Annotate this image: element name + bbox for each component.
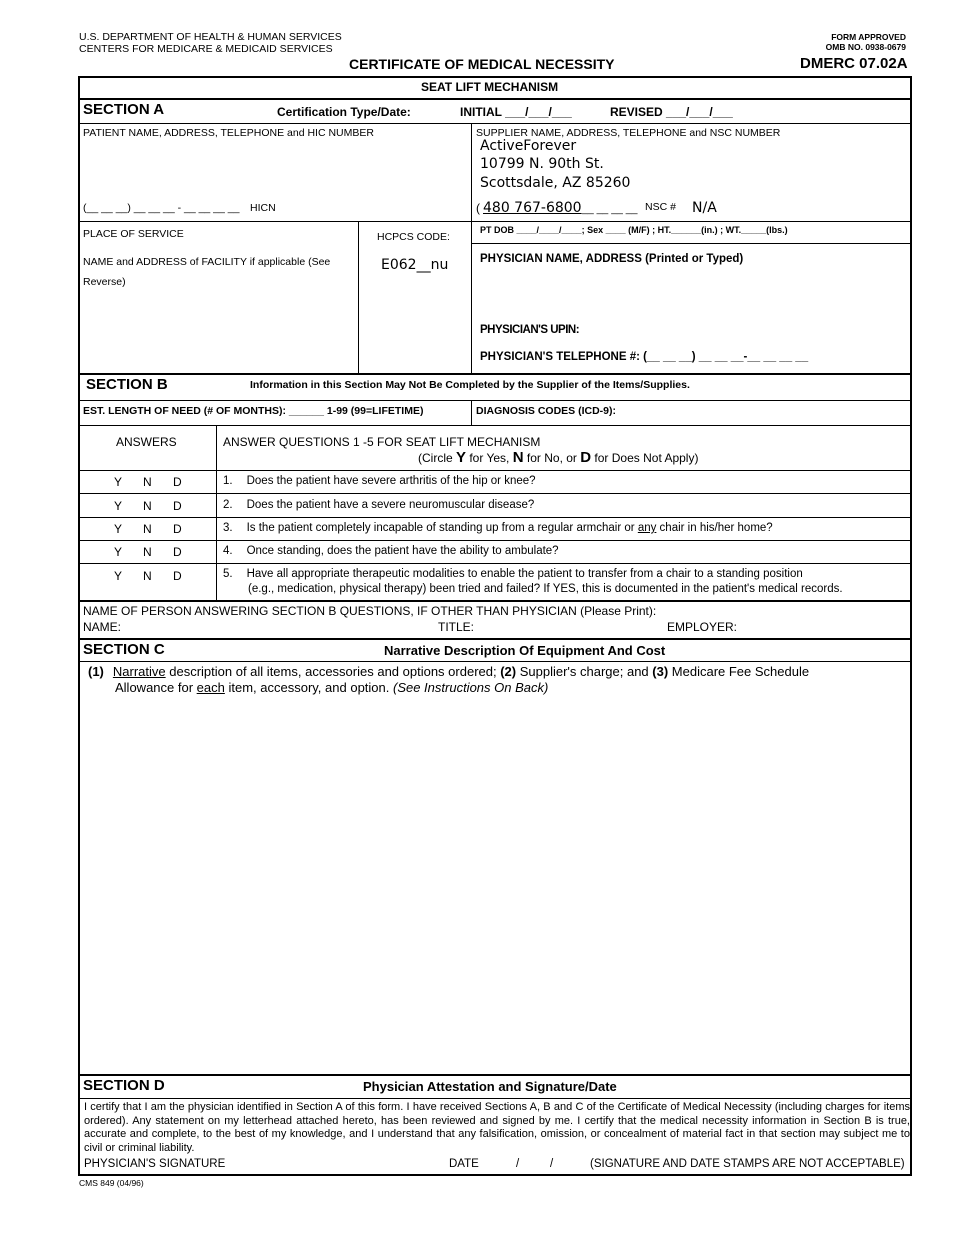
questions-header: ANSWER QUESTIONS 1 -5 FOR SEAT LIFT MECHANISM: [223, 435, 541, 449]
hcpcs-value[interactable]: E062__nu: [381, 257, 449, 273]
employer-field[interactable]: EMPLOYER:: [667, 620, 738, 634]
agency-header: [79, 31, 342, 55]
physician-phone-label[interactable]: PHYSICIAN'S TELEPHONE #: (__ __ __) __ __ __-__ __ __ __: [480, 351, 809, 363]
place-of-service-label: PLACE OF SERVICE: [83, 228, 184, 240]
section-a-label: SECTION A: [83, 101, 165, 118]
facility-label: NAME and ADDRESS of FACILITY if applicable (See Reverse): [83, 256, 331, 288]
revised-date-field[interactable]: REVISED ___/___/___: [610, 105, 733, 119]
question-4: 4. Once standing, does the patient have the ability to ambulate?: [223, 545, 559, 557]
section-b-notice: Information in this Section May Not Be Completed by the Supplier of the Items/Supplies.: [250, 379, 690, 391]
patient-phone-field[interactable]: (__ __ __) __ __ __ - __ __ __ __: [83, 202, 240, 214]
stamp-note: (SIGNATURE AND DATE STAMPS ARE NOT ACCEPTABLE): [590, 1158, 905, 1170]
page-title: CERTIFICATE OF MEDICAL NECESSITY: [349, 56, 615, 72]
hcpcs-label: HCPCS CODE:: [377, 231, 450, 243]
name-field[interactable]: NAME:: [83, 620, 122, 634]
supplier-name[interactable]: ActiveForever: [480, 138, 577, 154]
patient-info-label: PATIENT NAME, ADDRESS, TELEPHONE and HIC NUMBER: [83, 127, 374, 139]
form-number: DMERC 07.02A: [800, 55, 908, 72]
question-5: 5. Have all appropriate therapeutic modalities to enable the patient to transfer from a chair to a standing position: [223, 568, 803, 580]
section-c-instructions-line2: Allowance for each item, accessory, and option. (See Instructions On Back): [115, 680, 549, 695]
form-subtitle: SEAT LIFT MECHANISM: [421, 80, 559, 94]
section-d-label: SECTION D: [83, 1077, 165, 1094]
question-5-line2: (e.g., medication, physical therapy) been tried and failed? If YES, this is documented in the patient's medical records.: [248, 583, 843, 595]
hicn-label: HICN: [250, 202, 276, 214]
circle-instructions: (Circle Y for Yes, N for No, or D for Does Not Apply): [418, 449, 699, 466]
answer-choices-q3[interactable]: Y N D: [114, 522, 182, 536]
agency-line-2: CENTERS FOR MEDICARE & MEDICAID SERVICES: [79, 43, 333, 55]
question-2: 2. Does the patient have a severe neuromuscular disease?: [223, 499, 535, 511]
supplier-address-line1[interactable]: 10799 N. 90th St.: [480, 156, 604, 172]
signature-date-field[interactable]: DATE: [449, 1158, 479, 1170]
supplier-phone-blank: __ __ __ __: [582, 203, 638, 215]
answers-header: ANSWERS: [116, 435, 177, 449]
supplier-phone[interactable]: 480 767-6800: [483, 200, 582, 216]
physician-upin-label: PHYSICIAN'S UPIN:: [480, 324, 580, 336]
answer-choices-q5[interactable]: Y N D: [114, 569, 182, 583]
date-slash-1: /: [516, 1158, 520, 1170]
question-1: 1. Does the patient have severe arthritis of the hip or knee?: [223, 475, 536, 487]
answer-choices-q2[interactable]: Y N D: [114, 499, 182, 513]
form-approved: FORM APPROVED: [831, 32, 906, 42]
agency-line-1: U.S. DEPARTMENT OF HEALTH & HUMAN SERVICES: [79, 31, 342, 43]
form-code: CMS 849 (04/96): [79, 1178, 144, 1188]
diagnosis-codes-label[interactable]: DIAGNOSIS CODES (ICD-9):: [476, 405, 617, 417]
narrative-description-area[interactable]: [84, 700, 906, 1072]
answer-choices-q1[interactable]: Y N D: [114, 475, 182, 489]
physician-signature-field[interactable]: PHYSICIAN'S SIGNATURE: [84, 1158, 226, 1170]
cert-type-label: Certification Type/Date:: [277, 105, 411, 119]
section-c-title: Narrative Description Of Equipment And Cost: [384, 643, 666, 658]
length-of-need-field[interactable]: EST. LENGTH OF NEED (# OF MONTHS): ______ 1-99 (99=LIFETIME): [83, 405, 424, 417]
omb-block: [826, 32, 906, 52]
nsc-value[interactable]: N/A: [692, 200, 717, 216]
answer-choices-q4[interactable]: Y N D: [114, 545, 182, 559]
omb-number: OMB NO. 0938-0679: [825, 42, 906, 52]
section-c-instructions-line1: (1) Narrative description of all items, accessories and options ordered; (2) Supplier's charge; and (3) Medicare Fee Schedule: [88, 664, 810, 679]
attestation-text: I certify that I am the physician identified in Section A of this form. I have received Sections A, B and C of the Certificate of Medical Necessity (including charges for items ordered). Any statement on my letterhead attached hereto, has been reviewed and signed by me. I certify that the medical necessity information in Section B is true, accurate and complete, to the best of my knowledge, and I understand that any falsification, omission, or concealment of material fact in that section may subject me to civil or criminal liability.: [84, 1101, 910, 1154]
initial-date-field[interactable]: INITIAL ___/___/___: [460, 105, 572, 119]
title-field[interactable]: TITLE:: [438, 620, 475, 634]
question-3: 3. Is the patient completely incapable of standing up from a regular armchair or any chair in his/her home?: [223, 522, 773, 534]
section-c-label: SECTION C: [83, 641, 165, 658]
form-frame: [78, 76, 912, 1176]
nsc-label: NSC #: [645, 201, 676, 213]
section-d-title: Physician Attestation and Signature/Date: [363, 1079, 617, 1094]
patient-demographics[interactable]: PT DOB ____/____/____; Sex ____ (M/F) ; HT.______(in.) ; WT._____(lbs.): [480, 225, 788, 235]
physician-name-label: PHYSICIAN NAME, ADDRESS (Printed or Typed): [480, 253, 744, 265]
supplier-info-label: SUPPLIER NAME, ADDRESS, TELEPHONE and NSC NUMBER: [476, 127, 781, 139]
supplier-address-line2[interactable]: Scottsdale, AZ 85260: [480, 175, 631, 191]
date-slash-2: /: [550, 1158, 554, 1170]
answering-person-label: NAME OF PERSON ANSWERING SECTION B QUESTIONS, IF OTHER THAN PHYSICIAN (Please Print):: [83, 604, 657, 618]
supplier-phone-paren: (: [476, 201, 480, 215]
section-b-label: SECTION B: [86, 376, 168, 393]
